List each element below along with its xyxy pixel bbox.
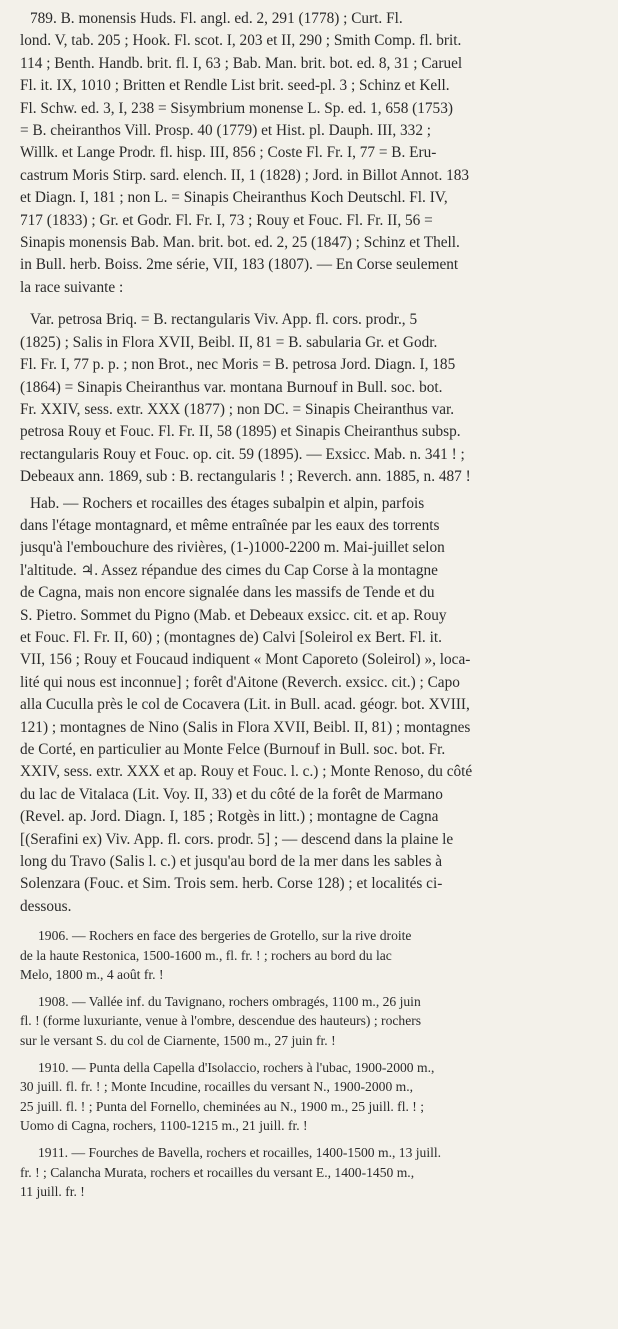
variety-paragraph (20, 309, 606, 488)
text-line: Fl. Fr. I, 77 p. p. ; non Brot., nec Moris = B. petrosa Jord. Diagn. I, 185 (20, 356, 456, 374)
text-line: alla Cuculla près le col de Cocavera (Lit. in Bull. acad. géogr. bot. XVIII, (20, 696, 470, 714)
text-line: et Diagn. I, 181 ; non L. = Sinapis Cheiranthus Koch Deutschl. Fl. IV, (20, 189, 448, 207)
text-line: Melo, 1800 m., 4 août fr. ! (20, 966, 164, 982)
text-line: Fl. Schw. ed. 3, I, 238 = Sisymbrium monense L. Sp. ed. 1, 658 (1753) (20, 99, 453, 117)
text-line: 121) ; montagnes de Nino (Salis in Flora XVII, Beibl. II, 81) ; montagnes (20, 718, 471, 736)
text-line: 1906. — Rochers en face des bergeries de Grotello, sur la rive droite (38, 928, 412, 944)
text-line: 25 juill. fl. ! ; Punta del Fornello, cheminées au N., 1900 m., 25 juill. fl. ! ; (20, 1098, 424, 1114)
text-line: lond. V, tab. 205 ; Hook. Fl. scot. I, 203 et II, 290 ; Smith Comp. fl. brit. (20, 32, 462, 50)
text-line: l'altitude. ♃. Assez répandue des cimes du Cap Corse à la montagne (20, 561, 438, 579)
text-line: [(Serafini ex) Viv. App. fl. cors. prodr. 5] ; — descend dans la plaine le (20, 830, 454, 848)
text-line: Uomo di Cagna, rochers, 1100-1215 m., 21 juill. fr. ! (20, 1117, 308, 1133)
text-line: VII, 156 ; Rouy et Foucaud indiquent « Mont Caporeto (Soleirol) », loca- (20, 651, 471, 669)
text-line: fr. ! ; Calancha Murata, rochers et rocailles du versant E., 1400-1450 m., (20, 1164, 415, 1180)
text-line: Hab. — Rochers et rocailles des étages subalpin et alpin, parfois (30, 494, 425, 512)
record-1910 (20, 1058, 606, 1135)
text-line: 1908. — Vallée inf. du Tavignano, rochers ombragés, 1100 m., 26 juin (38, 994, 421, 1010)
species-entry-paragraph (20, 8, 606, 299)
habitat-paragraph (20, 493, 606, 919)
text-line: Solenzara (Fouc. et Sim. Trois sem. herb. Corse 128) ; et localités ci- (20, 875, 443, 893)
text-line: 789. B. monensis Huds. Fl. angl. ed. 2, 291 (1778) ; Curt. Fl. (30, 10, 403, 27)
text-line: Willk. et Lange Prodr. fl. hisp. III, 856 ; Coste Fl. Fr. I, 77 = B. Eru- (20, 144, 437, 162)
text-line: sur le versant S. du col de Ciarnente, 1500 m., 27 juin fr. ! (20, 1032, 336, 1048)
text-line: de la haute Restonica, 1500-1600 m., fl. fr. ! ; rochers au bord du lac (20, 947, 392, 963)
text-line: castrum Moris Stirp. sard. elench. II, 1 (1828) ; Jord. in Billot Annot. 183 (20, 166, 470, 184)
text-line: = B. cheiranthos Vill. Prosp. 40 (1779) et Hist. pl. Dauph. III, 332 ; (20, 122, 432, 140)
text-line: lité qui nous est inconnue] ; forêt d'Aitone (Reverch. exsicc. cit.) ; Capo (20, 673, 460, 691)
text-line: 30 juill. fl. fr. ! ; Monte Incudine, rocailles du versant N., 1900-2000 m., (20, 1079, 414, 1095)
text-line: 11 juill. fr. ! (20, 1183, 85, 1199)
text-line: XXIV, sess. extr. XXX et ap. Rouy et Fouc. l. c.) ; Monte Renoso, du côté (20, 763, 473, 781)
text-line: fl. ! (forme luxuriante, venue à l'ombre, descendue des hauteurs) ; rochers (20, 1013, 422, 1029)
text-line: et Fouc. Fl. Fr. II, 60) ; (montagnes de) Calvi [Soleirol ex Bert. Fl. it. (20, 628, 442, 646)
text-line: long du Travo (Salis l. c.) et jusqu'au bord de la mer dans les sables à (20, 853, 443, 871)
text-line: Fr. XXIV, sess. extr. XXX (1877) ; non DC. = Sinapis Cheiranthus var. (20, 400, 455, 418)
record-1908 (20, 992, 606, 1050)
text-line: 1910. — Punta della Capella d'Isolaccio, rochers à l'ubac, 1900-2000 m., (38, 1060, 435, 1076)
text-line: Sinapis monensis Bab. Man. brit. bot. ed. 2, 25 (1847) ; Schinz et Thell. (20, 234, 460, 252)
text-line: dans l'étage montagnard, et même entraînée par les eaux des torrents (20, 516, 440, 534)
text-line: rectangularis Rouy et Fouc. op. cit. 59 (1895). — Exsicc. Mab. n. 341 ! ; (20, 445, 465, 463)
text-line: dessous. (20, 897, 72, 915)
record-1906 (20, 926, 606, 984)
record-1911 (20, 1143, 606, 1201)
text-line: Debeaux ann. 1869, sub : B. rectangularis ! ; Reverch. ann. 1885, n. 487 ! (20, 468, 471, 486)
text-line: (1864) = Sinapis Cheiranthus var. montana Burnouf in Bull. soc. bot. (20, 378, 443, 396)
text-line: Fl. it. IX, 1010 ; Britten et Rendle List brit. seed-pl. 3 ; Schinz et Kell. (20, 77, 450, 95)
text-line: petrosa Rouy et Fouc. Fl. Fr. II, 58 (1895) et Sinapis Cheiranthus subsp. (20, 423, 461, 441)
text-line: la race suivante : (20, 278, 124, 296)
text-line: (Revel. ap. Jord. Diagn. I, 185 ; Rotgès in litt.) ; montagne de Cagna (20, 808, 439, 826)
text-line: 1911. — Fourches de Bavella, rochers et rocailles, 1400-1500 m., 13 juill. (38, 1145, 442, 1161)
text-line: in Bull. herb. Boiss. 2me série, VII, 183 (1807). — En Corse seulement (20, 256, 459, 274)
text-line: (1825) ; Salis in Flora XVII, Beibl. II, 81 = B. sabularia Gr. et Godr. (20, 333, 438, 351)
text-line: du lac de Vitalaca (Lit. Voy. II, 33) et du côté de la forêt de Marmano (20, 785, 443, 803)
text-line: S. Pietro. Sommet du Pigno (Mab. et Debeaux exsicc. cit. et ap. Rouy (20, 606, 447, 624)
text-line: Var. petrosa Briq. = B. rectangularis Viv. App. fl. cors. prodr., 5 (30, 311, 418, 329)
text-line: de Cagna, mais non encore signalée dans les massifs de Tende et du (20, 584, 435, 602)
text-line: de Corté, en particulier au Monte Felce (Burnouf in Bull. soc. bot. Fr. (20, 741, 446, 758)
text-line: 114 ; Benth. Handb. brit. fl. I, 63 ; Bab. Man. brit. bot. ed. 8, 31 ; Caruel (20, 54, 463, 72)
text-line: jusqu'à l'embouchure des rivières, (1-)1000-2200 m. Mai-juillet selon (20, 539, 445, 557)
text-line: 717 (1833) ; Gr. et Godr. Fl. Fr. I, 73 ; Rouy et Fouc. Fl. Fr. II, 56 = (20, 211, 433, 229)
